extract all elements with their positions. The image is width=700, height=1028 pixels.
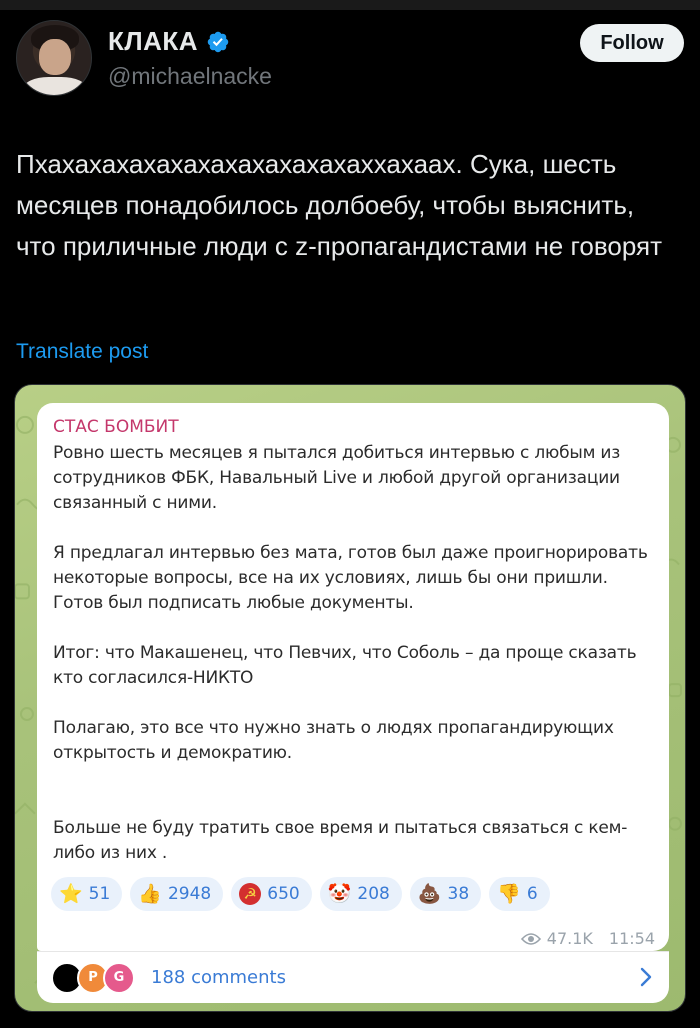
thumbs-down-icon: 👎 [497, 882, 521, 905]
commenter-avatar: P [77, 962, 109, 994]
comments-count-label: 188 comments [151, 967, 286, 988]
view-count: 47.1K [546, 929, 593, 948]
reaction-count: 38 [447, 884, 470, 904]
post-paragraph: Больше не буду тратить свое время и пытаться связаться с кем-либо из них . [53, 818, 628, 863]
commenter-avatar: G [103, 962, 135, 994]
reaction-count: 6 [526, 884, 538, 904]
star-icon: ⭐ [59, 882, 83, 905]
author-display-name[interactable] [108, 26, 230, 57]
comment-avatars [51, 962, 151, 994]
chevron-right-icon [639, 966, 653, 988]
follow-button[interactable]: Follow [580, 24, 684, 62]
post-paragraph: Я предлагал интервью без мата, готов был даже проигнорировать некоторые вопросы, все на их условиях, лишь бы они пришли. Готов был подписать любые документы. [53, 543, 648, 613]
tweet-header [16, 20, 700, 100]
post-paragraph: Итог: что Макашенец, что Певчих, что Соболь – да проще сказать кто согласился-НИКТО [53, 643, 637, 688]
reaction-clown[interactable] [320, 877, 402, 911]
comments-bar[interactable] [37, 951, 669, 1003]
channel-name[interactable]: СТАС БОМБИТ [53, 417, 179, 437]
status-bar-strip [0, 0, 700, 10]
verified-badge-icon [206, 30, 230, 54]
thumbs-up-icon: 👍 [138, 882, 162, 905]
reaction-poop[interactable] [410, 877, 481, 911]
reaction-count: 208 [357, 884, 390, 904]
message-meta [521, 929, 655, 948]
clown-icon: 🤡 [327, 882, 352, 905]
reaction-count: 650 [267, 884, 300, 904]
post-paragraph: Полагаю, это все что нужно знать о людях пропагандирующих открытость и демократию. [53, 718, 614, 763]
tweet-text: Пхахахахахахахахахахахахаххахаах. Сука, шесть месяцев понадобилось долбоебу, чтобы выяснить, что приличные люди с z-пропагандистами не говорят [16, 149, 662, 261]
author-handle[interactable]: @michaelnacke [108, 63, 272, 89]
reaction-star[interactable] [51, 877, 122, 911]
poop-icon: 💩 [417, 882, 442, 905]
author-name-block [108, 26, 272, 90]
display-name-text: КЛАКА [108, 26, 199, 56]
hammer-sickle-icon: ☭ [239, 883, 261, 905]
reaction-count: 51 [88, 884, 111, 904]
eye-icon [521, 932, 541, 946]
reaction-thumbs-down[interactable] [489, 877, 550, 911]
reaction-hammer-sickle[interactable] [231, 877, 311, 911]
reaction-thumbs-up[interactable] [130, 877, 223, 911]
reaction-count: 2948 [167, 884, 212, 904]
message-time: 11:54 [608, 929, 655, 948]
attached-screenshot[interactable] [14, 384, 686, 1012]
author-avatar[interactable] [16, 20, 92, 96]
post-paragraph: Ровно шесть месяцев я пытался добиться интервью с любым из сотрудников ФБК, Навальный Live и любой другой организации связанный с ними. [53, 443, 621, 513]
translate-post-link[interactable]: Translate post [16, 340, 149, 363]
telegram-message-bubble [37, 403, 669, 951]
reactions-row [51, 877, 550, 911]
